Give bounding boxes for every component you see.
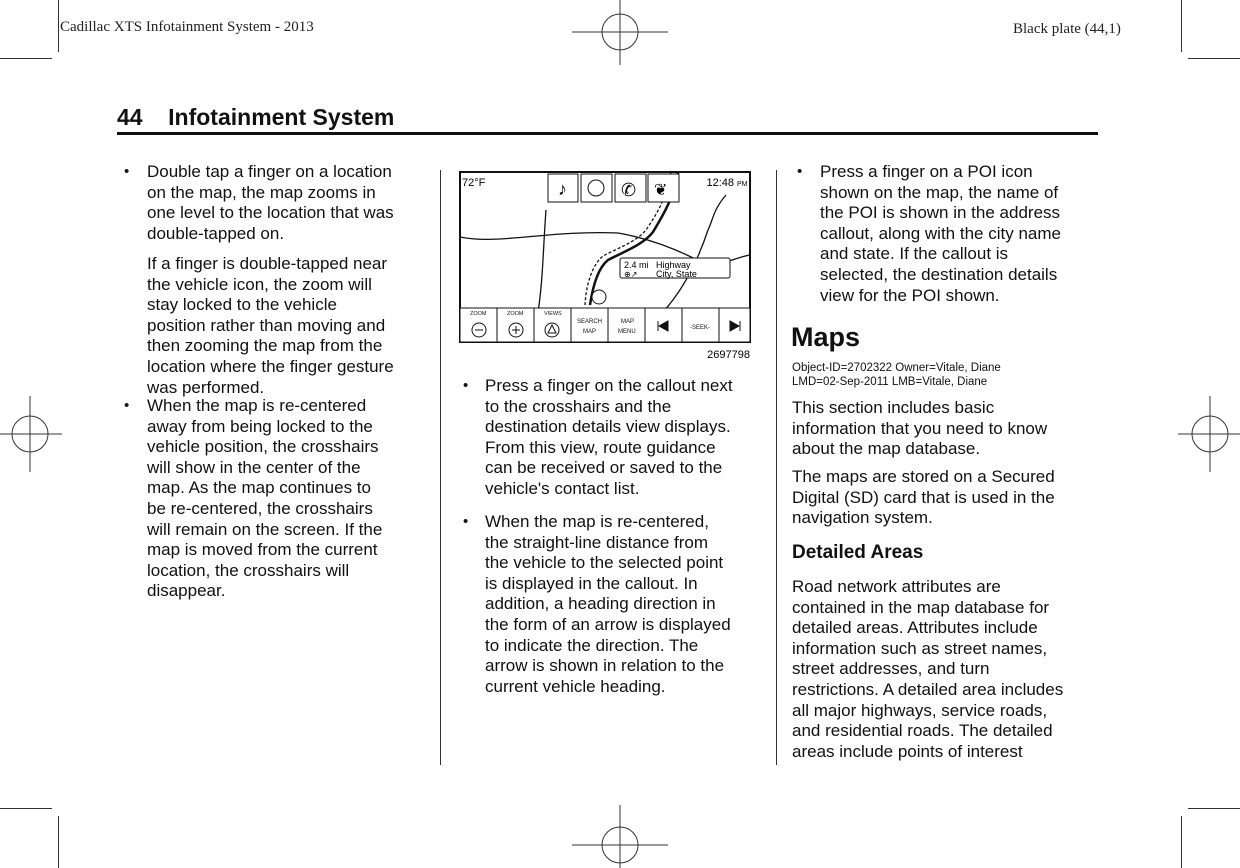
bullet-text: Press a finger on the callout next to the crosshairs and the destination details view displays. From this view, route guidance can be received or saved to the vehicle's contact list.	[485, 376, 733, 498]
temperature: 72°F	[462, 177, 486, 189]
paragraph: The maps are stored on a Secured Digital (SD) card that is used in the navigation system.	[792, 467, 1055, 528]
running-header-left: Cadillac XTS Infotainment System - 2013	[60, 19, 314, 35]
navigation-screen-figure	[458, 170, 753, 360]
figure-id: 2697798	[707, 349, 750, 360]
climate-icon: ❦	[654, 182, 668, 199]
seek-button: -SEEK-	[690, 325, 711, 331]
svg-text:MENU: MENU	[618, 329, 636, 335]
paragraph: This section includes basic information that you need to know about the map database.	[792, 398, 1048, 459]
bullet-text: Press a finger on a POI icon shown on the map, the name of the POI is shown in the address callout, along with the city name and state. If the callout is selected, the destination details view for the POI shown.	[820, 162, 1061, 305]
music-note-icon: ♪	[558, 179, 567, 199]
vehicle-icon	[592, 290, 606, 304]
views-button: VIEWS	[544, 311, 562, 317]
bullet-text: Double tap a finger on a location on the map, the map zooms in one level to the location that was double-tapped on.	[147, 162, 394, 243]
svg-text:MAP: MAP	[583, 329, 597, 335]
section-title: Infotainment System	[168, 104, 395, 130]
running-header-right: Black plate (44,1)	[1013, 21, 1121, 37]
page-title	[117, 104, 394, 131]
bullet-text: When the map is re-centered, the straight-line distance from the vehicle to the selected point is displayed in the callout. In addition, a heading direction in the form of an arrow is displayed to indicate the direction. The arrow is shown in relation to the current vehicle heading.	[485, 512, 731, 696]
bullet: •	[463, 377, 469, 394]
paragraph: If a finger is double-tapped near the vehicle icon, the zoom will stay locked to the vehicle position rather than moving and then zooming the map from the location where the finger gesture was performed.	[147, 254, 394, 397]
heading-arrow-icon: ⊕↗	[624, 270, 638, 279]
paragraph: Road network attributes are contained in the map database for detailed areas. Attributes include information such as street names, street addresses, and turn restrictions. A detailed area includes all major highways, service roads, and residential roads. The detailed areas include points of interest	[792, 577, 1064, 761]
callout-name: Highway	[656, 260, 691, 270]
column-divider	[440, 170, 441, 765]
zoom-out-button: ZOOM	[470, 311, 487, 317]
bullet: •	[124, 163, 130, 180]
map-menu-button: MAP	[621, 319, 635, 325]
phone-icon: ✆	[621, 180, 637, 200]
callout-distance: 2.4 mi	[624, 260, 649, 270]
bullet: •	[463, 513, 469, 530]
page-number: 44	[117, 104, 143, 130]
subheading: Detailed Areas	[792, 542, 924, 563]
column-divider	[776, 170, 777, 765]
callout-city: City, State	[656, 269, 697, 279]
heading-rule	[117, 132, 1098, 135]
search-map-button: SEARCH	[577, 319, 603, 325]
bullet: •	[797, 163, 803, 180]
clock-time: 12:48	[706, 177, 734, 189]
zoom-in-button: ZOOM	[507, 311, 524, 317]
bullet: •	[124, 397, 130, 414]
clock-ampm: PM	[737, 181, 748, 188]
section-heading: Maps	[791, 322, 861, 352]
object-metadata: Object-ID=2702322 Owner=Vitale, Diane LMD=02-Sep-2011 LMB=Vitale, Diane	[792, 362, 1001, 388]
bullet-text: When the map is re-centered away from being locked to the vehicle position, the crosshairs will show in the center of the map. As the map continues to be re-centered, the crosshairs will remain on the screen. If the map is moved from the current location, the crosshairs will disappear.	[147, 396, 383, 601]
